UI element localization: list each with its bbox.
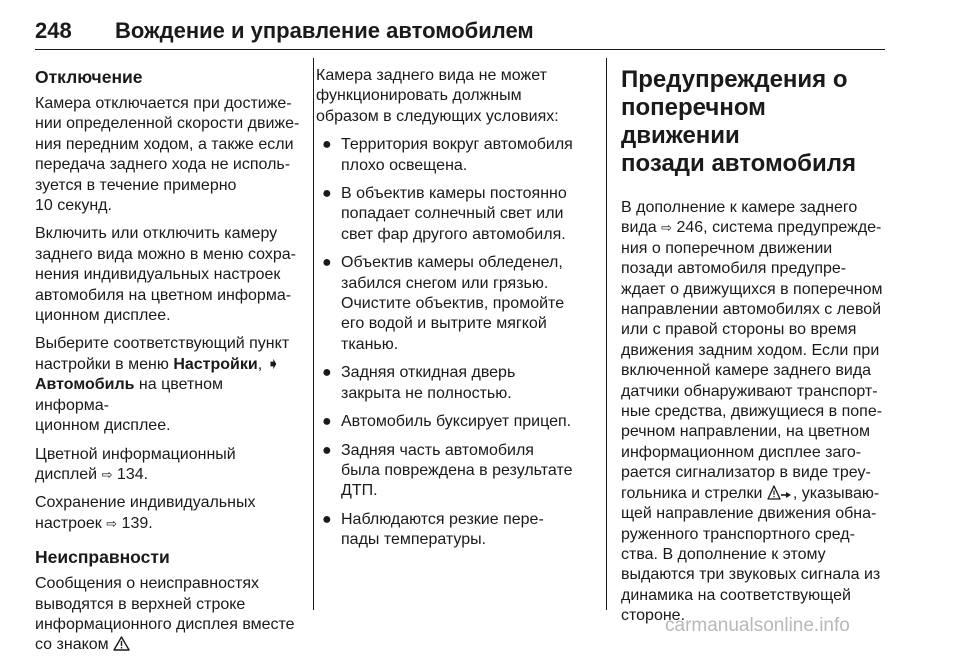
paragraph-faults bbox=[35, 574, 300, 656]
list-item bbox=[316, 135, 596, 176]
text-line: плохо освещена. bbox=[341, 156, 468, 174]
menu-arrow-icon: ➧ bbox=[266, 355, 281, 373]
paragraph-conditions bbox=[316, 66, 596, 127]
page-header bbox=[35, 12, 895, 52]
text-line: позади автомобиля предупре- bbox=[621, 260, 847, 278]
text-line: Автомобиль буксирует прицеп. bbox=[341, 413, 572, 431]
text-line: его водой и вытрите мягкой bbox=[341, 315, 547, 333]
heading-line: поперечном движении bbox=[621, 94, 766, 149]
text-line: Территория вокруг автомобиля bbox=[341, 136, 573, 154]
text-line: Наблюдаются резкие пере- bbox=[341, 510, 544, 528]
paragraph-toggle bbox=[35, 224, 300, 326]
text-line bbox=[35, 375, 300, 416]
text-line: ционном дисплее. bbox=[35, 307, 171, 325]
text-line: Задняя откидная дверь bbox=[341, 364, 516, 382]
text-line: В дополнение к камере заднего bbox=[621, 199, 858, 216]
text-line: руженного транспортного сред- bbox=[621, 525, 855, 543]
text-line bbox=[621, 484, 891, 504]
column-2 bbox=[316, 66, 596, 559]
text-line: свет фар другого автомобиля. bbox=[341, 225, 566, 243]
list-item bbox=[316, 363, 596, 404]
text-line: речном направлении, на цветном bbox=[621, 423, 871, 441]
text-line: Сохранение индивидуальных bbox=[35, 494, 256, 512]
list-item bbox=[316, 412, 596, 432]
text-line: нения индивидуальных настроек bbox=[35, 266, 281, 284]
text-line: попадает солнечный свет или bbox=[341, 205, 564, 223]
text-line: Очистите объектив, промойте bbox=[341, 295, 565, 313]
bullet-icon: ● bbox=[322, 510, 332, 528]
bullet-icon: ● bbox=[322, 364, 332, 382]
paragraph-ref-settings bbox=[35, 493, 300, 534]
text-line: информационном дисплее заго- bbox=[621, 443, 862, 461]
bullet-icon: ● bbox=[322, 413, 332, 431]
text-line: Сообщения о неисправностях bbox=[35, 575, 259, 593]
text-line: ства. В дополнение к этому bbox=[621, 545, 826, 563]
text-line: ционном дисплее. bbox=[35, 417, 171, 435]
text-line: ждает о движущихся в поперечном bbox=[621, 280, 883, 298]
text-line: включенной камере заднего вида bbox=[621, 362, 872, 380]
text-line: выводятся в верхней строке bbox=[35, 595, 246, 613]
text-line: динамика на соответствующей bbox=[621, 586, 851, 604]
text-line: 10 секунд. bbox=[35, 197, 112, 215]
paragraph-cross-traffic bbox=[621, 198, 891, 627]
text-line: Цветной информационный bbox=[35, 445, 236, 463]
text-line: зуется в течение примерно bbox=[35, 176, 237, 194]
text-line: Объектив камеры обледенел, bbox=[341, 254, 563, 272]
text-span: гольника и стрелки bbox=[621, 484, 767, 502]
bullet-icon: ● bbox=[322, 441, 332, 459]
text-line bbox=[35, 635, 300, 655]
column-1 bbox=[35, 66, 300, 664]
list-item bbox=[316, 184, 596, 245]
column-3 bbox=[621, 66, 891, 635]
column-divider-2 bbox=[606, 58, 607, 610]
page-number: 248 bbox=[35, 18, 72, 43]
page-ref-icon: ⇨ bbox=[661, 220, 673, 236]
text-line: пады температуры. bbox=[341, 531, 487, 549]
bullet-icon: ● bbox=[322, 254, 332, 272]
text-line: В объектив камеры постоянно bbox=[341, 185, 567, 203]
text-line: ные средства, движущиеся в попе- bbox=[621, 403, 883, 421]
menu-vehicle: Автомобиль bbox=[35, 376, 135, 394]
text-span: вида bbox=[621, 219, 662, 237]
text-line: нии определенной скорости движе- bbox=[35, 115, 300, 133]
text-line: щей направление движения обна- bbox=[621, 505, 877, 523]
paragraph-auto-off bbox=[35, 94, 300, 216]
text-line: образом в следующих условиях: bbox=[316, 107, 559, 125]
text-line bbox=[35, 465, 300, 485]
text-line: Камера отключается при достиже- bbox=[35, 95, 292, 112]
heading-line: позади автомобиля bbox=[621, 150, 856, 177]
text-span: , bbox=[257, 355, 267, 373]
text-span: на цветном информа- bbox=[35, 376, 224, 414]
text-span: со знаком bbox=[35, 636, 114, 654]
text-span: настройки в меню bbox=[35, 355, 174, 373]
text-line: Задняя часть автомобиля bbox=[341, 441, 534, 459]
text-line: закрыта не полностью. bbox=[341, 384, 512, 402]
menu-settings: Настройки bbox=[173, 355, 258, 373]
list-item bbox=[316, 441, 596, 502]
cross-traffic-alert-icon bbox=[767, 485, 793, 500]
text-line: информационного дисплея вместе bbox=[35, 615, 295, 633]
text-line bbox=[35, 514, 300, 534]
text-line: ДТП. bbox=[341, 482, 378, 500]
paragraph-ref-display bbox=[35, 445, 300, 486]
text-line: была повреждена в результате bbox=[341, 461, 573, 479]
text-line bbox=[621, 218, 891, 238]
heading-off: Отключение bbox=[35, 67, 143, 87]
text-line: Включить или отключить камеру bbox=[35, 225, 278, 243]
text-line: ния о поперечном движении bbox=[621, 239, 833, 257]
text-line: тканью. bbox=[341, 335, 399, 353]
text-line: движения задним ходом. Если при bbox=[621, 341, 880, 359]
page-title: Вождение и управление автомобилем bbox=[115, 18, 534, 43]
bullet-icon: ● bbox=[322, 136, 332, 154]
heading-faults: Неисправности bbox=[35, 547, 170, 568]
text-line: или с правой стороны во время bbox=[621, 321, 857, 339]
text-line: забился снегом или грязью. bbox=[341, 274, 549, 292]
text-line: выдаются три звуковых сигнала из bbox=[621, 566, 881, 584]
text-span: 246, система предупрежде- bbox=[672, 219, 882, 237]
text-span: настроек bbox=[35, 514, 107, 532]
text-span: дисплей bbox=[35, 465, 102, 483]
text-line: передача заднего хода не исполь- bbox=[35, 156, 291, 174]
text-line bbox=[35, 355, 300, 375]
text-line: стороне. bbox=[621, 607, 686, 625]
page-ref-icon: ⇨ bbox=[106, 515, 118, 531]
page-ref-icon: ⇨ bbox=[101, 466, 113, 482]
text-line: датчики обнаруживают транспорт- bbox=[621, 382, 878, 400]
text-span: , указываю- bbox=[792, 484, 880, 502]
text-line: функционировать должным bbox=[316, 87, 522, 105]
header-rule bbox=[35, 49, 885, 50]
text-line: ния передним ходом, а также если bbox=[35, 135, 294, 153]
paragraph-menu bbox=[35, 334, 300, 436]
text-line: направлении автомобилях с левой bbox=[621, 301, 882, 319]
heading-line: Предупреждения о bbox=[621, 66, 848, 93]
text-line: автомобиля на цветном информа- bbox=[35, 286, 292, 304]
list-item bbox=[316, 510, 596, 551]
text-line: Выберите соответствующий пункт bbox=[35, 335, 290, 353]
text-line: рается сигнализатор в виде треу- bbox=[621, 464, 871, 482]
text-line: заднего вида можно в меню сохра- bbox=[35, 245, 296, 263]
warning-triangle-icon bbox=[113, 636, 130, 651]
column-divider-1 bbox=[313, 58, 314, 610]
text-line: Камера заднего вида не может bbox=[316, 67, 547, 84]
page-ref-number: 139. bbox=[117, 514, 153, 532]
list-item bbox=[316, 253, 596, 355]
bullet-icon: ● bbox=[322, 185, 332, 203]
section-heading-cross-traffic bbox=[621, 66, 891, 178]
watermark: carmanualsonline.info bbox=[665, 615, 850, 636]
page-ref-number: 134. bbox=[112, 465, 149, 483]
